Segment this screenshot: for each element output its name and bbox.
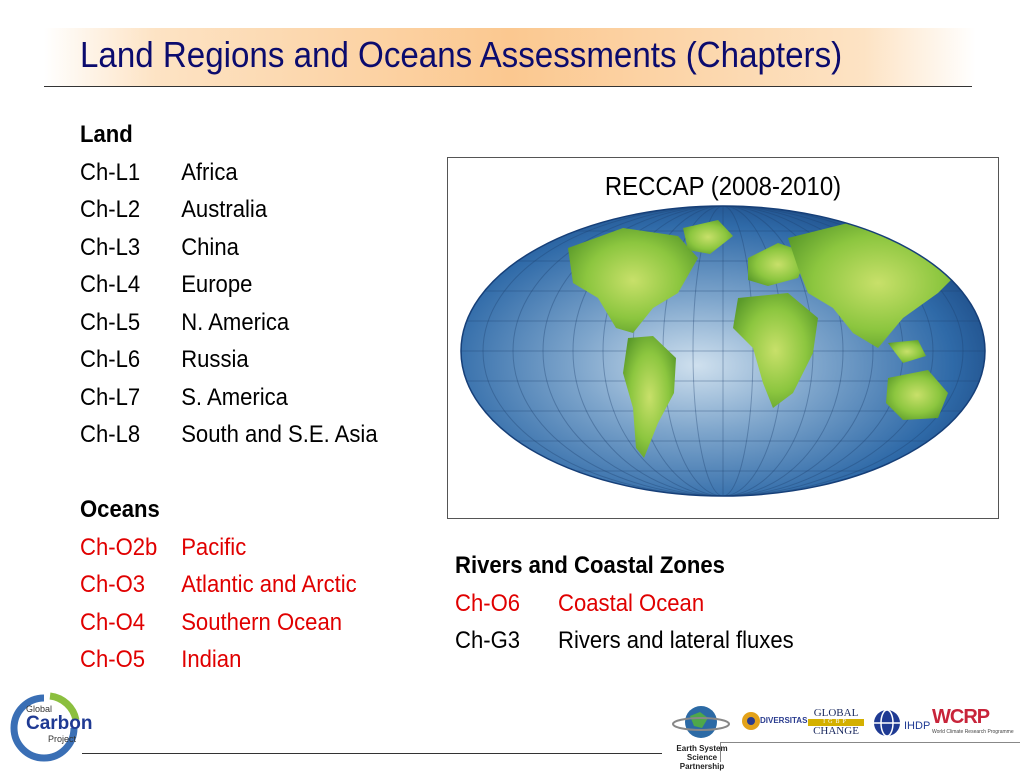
essp-line2: Science Partnership xyxy=(679,753,725,771)
chapter-code: Ch-L7 xyxy=(80,383,141,411)
gcp-global-text: Global xyxy=(26,704,53,714)
chapter-code: Ch-O5 xyxy=(80,646,146,673)
slide-title: Land Regions and Oceans Assessments (Chapters) xyxy=(80,34,843,75)
chapter-name: Australia xyxy=(181,196,268,223)
ihdp-globe-icon xyxy=(872,708,902,738)
list-item xyxy=(80,266,378,304)
chapter-code: Ch-O2b xyxy=(80,533,158,561)
footer-partner-divider xyxy=(720,742,1020,743)
earth-system-globe-icon xyxy=(672,702,730,744)
chapter-name: Europe xyxy=(181,271,253,298)
chapter-code: Ch-L4 xyxy=(80,271,141,298)
chapter-name: Coastal Ocean xyxy=(558,589,705,617)
list-item xyxy=(80,604,357,642)
chapter-code: Ch-L1 xyxy=(80,158,141,186)
world-map-image xyxy=(448,158,998,518)
chapter-code: Ch-L2 xyxy=(80,196,141,223)
list-item xyxy=(80,304,378,342)
chapter-name: Atlantic and Arctic xyxy=(181,571,357,598)
list-item xyxy=(80,191,378,229)
chapter-code: Ch-O3 xyxy=(80,571,146,598)
oceans-heading: Oceans xyxy=(80,496,160,523)
list-item xyxy=(80,154,378,192)
gcp-carbon-text: Carbon xyxy=(26,713,93,734)
world-map-panel xyxy=(447,157,999,519)
gcp-project-text: Project xyxy=(48,734,77,744)
chapter-code: Ch-L3 xyxy=(80,233,141,261)
chapter-code: Ch-G3 xyxy=(455,627,521,654)
gcp-wordmark xyxy=(26,704,93,744)
land-heading: Land xyxy=(80,121,133,148)
essp-label xyxy=(672,744,732,771)
chapter-name: China xyxy=(181,233,239,261)
chapter-name: Rivers and lateral fluxes xyxy=(558,627,794,654)
title-divider xyxy=(44,86,972,87)
chapter-name: Africa xyxy=(181,158,238,186)
chapter-name: Indian xyxy=(181,646,242,673)
footer-divider xyxy=(82,753,662,754)
chapter-name: Southern Ocean xyxy=(181,608,343,636)
igbp-band-text: IGBP xyxy=(808,719,864,726)
list-item xyxy=(80,566,357,604)
list-item xyxy=(80,529,357,567)
ihdp-label: IHDP xyxy=(904,720,931,732)
chapter-name: Russia xyxy=(181,346,249,373)
chapter-name: S. America xyxy=(181,383,288,411)
list-item xyxy=(455,622,794,660)
wcrp-subtitle: World Climate Research Programme xyxy=(932,729,1014,735)
land-chapter-list xyxy=(80,116,378,454)
chapter-name: Pacific xyxy=(181,533,247,561)
chapter-name: South and S.E. Asia xyxy=(181,421,378,448)
wcrp-logo-text: WCRP xyxy=(932,706,990,728)
essp-line1: Earth System xyxy=(676,744,728,753)
diversitas-icon xyxy=(740,710,762,732)
chapter-code: Ch-O6 xyxy=(455,589,521,617)
list-item xyxy=(80,341,378,379)
igbp-logo xyxy=(808,708,864,737)
chapter-code: Ch-L8 xyxy=(80,421,141,448)
ocean-chapter-list xyxy=(80,491,357,679)
chapter-code: Ch-L5 xyxy=(80,308,141,336)
list-item xyxy=(80,641,357,679)
list-item xyxy=(80,416,378,454)
chapter-code: Ch-O4 xyxy=(80,608,146,636)
igbp-top-text: GLOBAL xyxy=(813,707,859,719)
rivers-heading: Rivers and Coastal Zones xyxy=(455,552,725,579)
list-item xyxy=(455,585,794,623)
igbp-bottom-text: CHANGE xyxy=(813,725,859,737)
list-item xyxy=(80,229,378,267)
list-item xyxy=(80,379,378,417)
map-caption: RECCAP (2008-2010) xyxy=(604,171,842,201)
chapter-code: Ch-L6 xyxy=(80,346,141,373)
chapter-name: N. America xyxy=(181,308,290,336)
diversitas-label: DIVERSITAS xyxy=(760,716,808,725)
rivers-coastal-chapter-list xyxy=(455,547,794,660)
